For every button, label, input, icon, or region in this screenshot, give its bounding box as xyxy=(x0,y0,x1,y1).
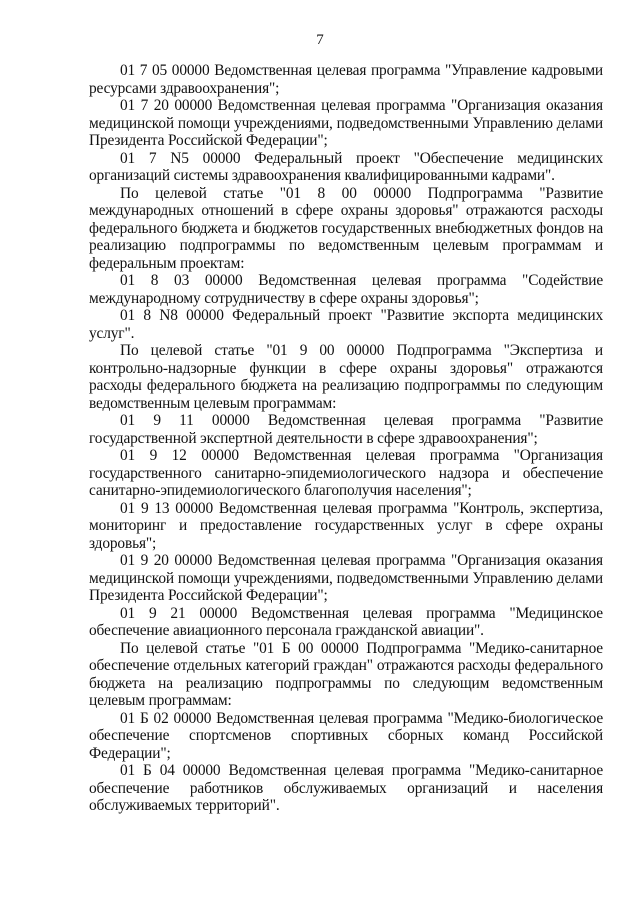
paragraph: 01 Б 02 00000 Ведомственная целевая программа "Медико-биологическое обеспечение спортсменов спортивных сборных команд Российской Федерации"; xyxy=(89,709,603,762)
paragraph: 01 7 20 00000 Ведомственная целевая программа "Организация оказания медицинской помощи учреждениями, подведомственными Управлению делами Президента Российской Федерации"; xyxy=(89,97,603,149)
paragraph: 01 9 20 00000 Ведомственная целевая программа "Организация оказания медицинской помощи учреждениями, подведомственными Управлению делами Президента Российской Федерации"; xyxy=(89,552,603,604)
paragraph: 01 9 11 00000 Ведомственная целевая программа "Развитие государственной экспертной деятельности в сфере здравоохранения"; xyxy=(89,412,603,447)
paragraph: 01 7 N5 00000 Федеральный проект "Обеспечение медицинских организаций системы здравоохранения квалифицированными кадрами". xyxy=(89,149,603,184)
paragraph: 01 Б 04 00000 Ведомственная целевая программа "Медико-санитарное обеспечение работников обслуживаемых организаций и населения обслуживаемых территорий". xyxy=(89,762,603,814)
document-body xyxy=(89,62,603,815)
page-number: 7 xyxy=(316,32,324,48)
paragraph: 01 9 13 00000 Ведомственная целевая программа "Контроль, экспертиза, мониторинг и предоставление государственных услуг в сфере охраны здоровья"; xyxy=(89,499,603,552)
paragraph: 01 8 N8 00000 Федеральный проект "Развитие экспорта медицинских услуг". xyxy=(89,307,603,342)
paragraph: 01 7 05 00000 Ведомственная целевая программа "Управление кадровыми ресурсами здравоохранения"; xyxy=(89,62,603,97)
paragraph: По целевой статье "01 9 00 00000 Подпрограмма "Экспертиза и контрольно-надзорные функции в сфере охраны здоровья" отражаются расходы федерального бюджета на реализацию подпрограммы по следующим ведомственным целевым программам: xyxy=(89,342,603,412)
paragraph: 01 9 12 00000 Ведомственная целевая программа "Организация государственного санитарно-эпидемиологического надзора и обеспечение санитарно-эпидемиологического благополучия населения"; xyxy=(89,447,603,499)
paragraph: По целевой статье "01 Б 00 00000 Подпрограмма "Медико-санитарное обеспечение отдельных категорий граждан" отражаются расходы федерального бюджета на реализацию подпрограммы по следующим ведомственным целевым программам: xyxy=(89,639,603,709)
paragraph: 01 9 21 00000 Ведомственная целевая программа "Медицинское обеспечение авиационного персонала гражданской авиации". xyxy=(89,604,603,639)
paragraph: По целевой статье "01 8 00 00000 Подпрограмма "Развитие международных отношений в сфере охраны здоровья" отражаются расходы федерального бюджета и бюджетов государственных внебюджетных фондов на реализацию подпрограммы по ведомственным целевым программам и федеральным проектам: xyxy=(89,184,603,272)
paragraph: 01 8 03 00000 Ведомственная целевая программа "Содействие международному сотрудничеству в сфере охраны здоровья"; xyxy=(89,272,603,307)
